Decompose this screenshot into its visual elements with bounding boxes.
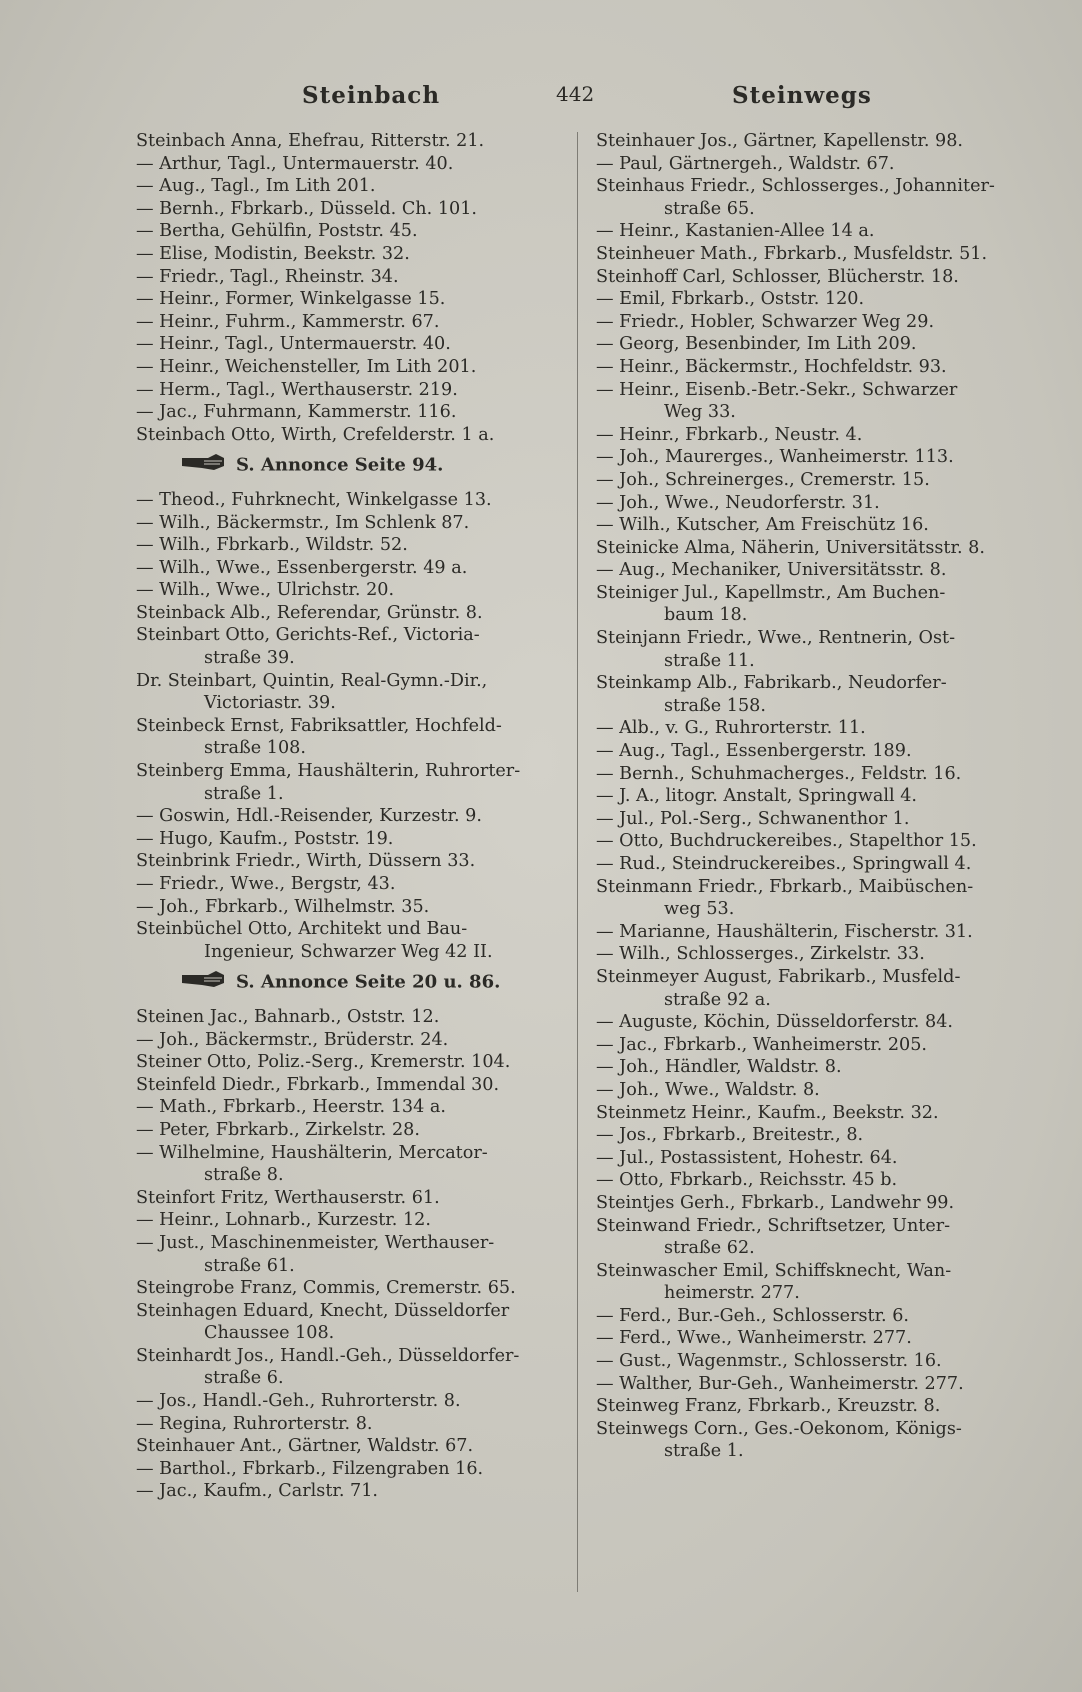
directory-entry: — Aug., Tagl., Im Lith 201. (136, 176, 376, 197)
annonce-text: S. Annonce Seite 94. (236, 454, 444, 476)
directory-entry: — Otto, Fbrkarb., Reichsstr. 45 b. (596, 1170, 898, 1191)
directory-entry: Dr. Steinbart, Quintin, Real-Gymn.-Dir., (136, 670, 488, 691)
directory-entry: Steinbrink Friedr., Wirth, Düssern 33. (136, 851, 476, 872)
directory-entry: — Elise, Modistin, Beekstr. 32. (136, 243, 410, 264)
directory-entry: Steinfort Fritz, Werthauserstr. 61. (136, 1187, 440, 1208)
directory-entry: — Friedr., Tagl., Rheinstr. 34. (136, 266, 399, 287)
directory-entry: — Otto, Buchdruckereibes., Stapelthor 15. (596, 831, 977, 852)
annonce-reference (180, 969, 576, 996)
right-column (596, 130, 1032, 1463)
directory-entry: Steinbach Anna, Ehefrau, Ritterstr. 21. (136, 131, 485, 151)
directory-entry: — Wilh., Wwe., Ulrichstr. 20. (136, 580, 395, 601)
directory-entry: Steiniger Jul., Kapellmstr., Am Buchen- (596, 582, 946, 603)
directory-entry: Steinbüchel Otto, Architekt und Bau- (136, 919, 468, 940)
directory-entry: — Jul., Postassistent, Hohestr. 64. (596, 1147, 898, 1168)
directory-entry: — Joh., Schreinerges., Cremerstr. 15. (596, 469, 930, 490)
entry-continuation: straße 158. (664, 695, 766, 716)
left-column (136, 130, 576, 1503)
directory-entry: — Wilh., Bäckermstr., Im Schlenk 87. (136, 512, 470, 533)
column-divider (577, 132, 578, 1592)
pointing-hand-icon (180, 452, 226, 479)
entry-continuation: baum 18. (664, 605, 748, 626)
directory-entry: Steingrobe Franz, Commis, Cremerstr. 65. (136, 1278, 516, 1299)
entry-continuation: Ingenieur, Schwarzer Weg 42 II. (204, 941, 493, 962)
directory-entry: — Aug., Mechaniker, Universitätsstr. 8. (596, 560, 947, 581)
directory-entry: Steinkamp Alb., Fabrikarb., Neudorfer- (596, 673, 947, 694)
directory-entry: Steinbeck Ernst, Fabriksattler, Hochfeld- (136, 715, 502, 736)
directory-entry: Steinbart Otto, Gerichts-Ref., Victoria- (136, 625, 480, 646)
directory-entry: — Jos., Fbrkarb., Breitestr., 8. (596, 1125, 864, 1146)
directory-entry: — Wilh., Kutscher, Am Freischütz 16. (596, 515, 929, 536)
directory-entry: Steinmeyer August, Fabrikarb., Musfeld- (596, 966, 961, 987)
entry-continuation: Chaussee 108. (204, 1323, 335, 1344)
directory-entry: — Peter, Fbrkarb., Zirkelstr. 28. (136, 1119, 420, 1140)
entry-continuation: straße 61. (204, 1255, 295, 1276)
directory-entry: Steinhauer Ant., Gärtner, Waldstr. 67. (136, 1436, 474, 1457)
directory-entry: — Joh., Händler, Waldstr. 8. (596, 1057, 842, 1078)
directory-entry: — Gust., Wagenmstr., Schlosserstr. 16. (596, 1351, 942, 1372)
entry-continuation: straße 1. (664, 1441, 744, 1462)
directory-entry: Steinbach Otto, Wirth, Crefelderstr. 1 a. (136, 424, 495, 445)
directory-entry: — Wilh., Fbrkarb., Wildstr. 52. (136, 535, 408, 556)
directory-entry: — Wilh., Wwe., Essenbergerstr. 49 a. (136, 557, 468, 578)
directory-entry: Steinwand Friedr., Schriftsetzer, Unter- (596, 1215, 951, 1236)
directory-entry: — Jac., Kaufm., Carlstr. 71. (136, 1481, 379, 1502)
directory-entry: — Ferd., Bur.-Geh., Schlosserstr. 6. (596, 1305, 910, 1326)
directory-entry: — Auguste, Köchin, Düsseldorferstr. 84. (596, 1012, 953, 1033)
entry-continuation: straße 6. (204, 1368, 284, 1389)
directory-entry: Steinhoff Carl, Schlosser, Blücherstr. 18. (596, 266, 959, 287)
entry-continuation: heimerstr. 277. (664, 1283, 800, 1304)
entry-continuation: Weg 33. (664, 402, 736, 423)
entry-continuation: straße 108. (204, 738, 306, 759)
directory-entry: — Just., Maschinenmeister, Werthauser- (136, 1232, 495, 1253)
directory-entry: — Friedr., Hobler, Schwarzer Weg 29. (596, 311, 935, 332)
directory-entry: — Emil, Fbrkarb., Oststr. 120. (596, 289, 865, 310)
directory-entry: — Heinr., Kastanien-Allee 14 a. (596, 221, 875, 242)
entry-continuation: straße 11. (664, 650, 755, 671)
directory-entry: — Heinr., Weichensteller, Im Lith 201. (136, 356, 477, 377)
directory-entry: — Jac., Fbrkarb., Wanheimerstr. 205. (596, 1034, 928, 1055)
directory-entry: — Walther, Bur-Geh., Wanheimerstr. 277. (596, 1373, 964, 1394)
directory-entry: — Rud., Steindruckereibes., Springwall 4. (596, 854, 972, 874)
directory-entry: — Alb., v. G., Ruhrorterstr. 11. (596, 718, 866, 739)
directory-entry: Steinfeld Diedr., Fbrkarb., Immendal 30. (136, 1074, 500, 1095)
directory-entry: — Goswin, Hdl.-Reisender, Kurzestr. 9. (136, 806, 482, 827)
directory-entry: — Marianne, Haushälterin, Fischerstr. 31. (596, 921, 973, 942)
directory-entry: Steiner Otto, Poliz.-Serg., Kremerstr. 104. (136, 1052, 511, 1073)
directory-entry: — Heinr., Fuhrm., Kammerstr. 67. (136, 311, 440, 332)
header-first-name: Steinbach (302, 82, 441, 109)
directory-entry: — Theod., Fuhrknecht, Winkelgasse 13. (136, 489, 492, 510)
directory-entry: Steinmann Friedr., Fbrkarb., Maibüschen- (596, 876, 974, 897)
directory-entry: — Joh., Wwe., Waldstr. 8. (596, 1079, 820, 1100)
entry-continuation: straße 39. (204, 648, 295, 669)
entry-continuation: Victoriastr. 39. (204, 693, 336, 714)
directory-entry: — Arthur, Tagl., Untermauerstr. 40. (136, 153, 454, 174)
entry-continuation: straße 92 a. (664, 989, 771, 1010)
directory-entry: Steinheuer Math., Fbrkarb., Musfeldstr. 51. (596, 243, 988, 264)
directory-entry: — Wilh., Schlosserges., Zirkelstr. 33. (596, 944, 925, 965)
page-number: 442 (556, 82, 595, 106)
directory-entry: — Hugo, Kaufm., Poststr. 19. (136, 828, 394, 849)
directory-entry: — Heinr., Tagl., Untermauerstr. 40. (136, 334, 451, 355)
directory-entry: — Barthol., Fbrkarb., Filzengraben 16. (136, 1458, 484, 1479)
directory-entry: Steinweg Franz, Fbrkarb., Kreuzstr. 8. (596, 1396, 941, 1417)
directory-entry: — Regina, Ruhrorterstr. 8. (136, 1413, 373, 1434)
directory-entry: — Bernh., Schuhmacherges., Feldstr. 16. (596, 763, 962, 784)
directory-entry: Steinhaus Friedr., Schlosserges., Johanniter- (596, 176, 995, 197)
directory-entry: — Bertha, Gehülfin, Poststr. 45. (136, 221, 418, 242)
directory-entry: — Joh., Bäckermstr., Brüderstr. 24. (136, 1029, 449, 1050)
directory-entry: — Joh., Fbrkarb., Wilhelmstr. 35. (136, 896, 430, 917)
directory-entry: — Jac., Fuhrmann, Kammerstr. 116. (136, 402, 457, 423)
header-last-name: Steinwegs (732, 82, 872, 109)
directory-entry: — Wilhelmine, Haushälterin, Mercator- (136, 1142, 488, 1163)
directory-entry: — Jul., Pol.-Serg., Schwanenthor 1. (596, 808, 910, 829)
annonce-text: S. Annonce Seite 20 u. 86. (236, 971, 501, 993)
directory-entry: Steinicke Alma, Näherin, Universitätsstr. 8. (596, 537, 985, 558)
directory-entry: — Joh., Maurerges., Wanheimerstr. 113. (596, 447, 954, 468)
directory-entry: Steinberg Emma, Haushälterin, Ruhrorter- (136, 761, 521, 782)
annonce-reference (180, 452, 576, 479)
directory-entry: Steinwegs Corn., Ges.-Oekonom, Königs- (596, 1418, 962, 1439)
directory-entry: Steinhagen Eduard, Knecht, Düsseldorfer (136, 1300, 510, 1321)
directory-entry: Steinhardt Jos., Handl.-Geh., Düsseldorfer- (136, 1345, 520, 1366)
directory-entry: — Aug., Tagl., Essenbergerstr. 189. (596, 741, 912, 762)
directory-entry: Steinwascher Emil, Schiffsknecht, Wan- (596, 1260, 952, 1281)
running-header (0, 82, 1082, 118)
entry-continuation: weg 53. (664, 899, 735, 920)
directory-entry: — Math., Fbrkarb., Heerstr. 134 a. (136, 1097, 446, 1118)
directory-entry: — Heinr., Former, Winkelgasse 15. (136, 289, 446, 310)
directory-entry: — Heinr., Eisenb.-Betr.-Sekr., Schwarzer (596, 379, 958, 400)
directory-entry: Steinhauer Jos., Gärtner, Kapellenstr. 98. (596, 131, 963, 151)
entry-continuation: straße 65. (664, 198, 755, 219)
entry-continuation: straße 62. (664, 1238, 755, 1259)
directory-entry: Steinen Jac., Bahnarb., Oststr. 12. (136, 1006, 440, 1027)
pointing-hand-icon (180, 969, 226, 996)
directory-entry: Steinmetz Heinr., Kaufm., Beekstr. 32. (596, 1102, 939, 1123)
directory-entry: Steinjann Friedr., Wwe., Rentnerin, Ost- (596, 628, 956, 649)
entry-continuation: straße 1. (204, 783, 284, 804)
directory-entry: — Bernh., Fbrkarb., Düsseld. Ch. 101. (136, 198, 477, 219)
directory-entry: Steintjes Gerh., Fbrkarb., Landwehr 99. (596, 1192, 955, 1213)
directory-entry: — Ferd., Wwe., Wanheimerstr. 277. (596, 1328, 912, 1349)
directory-entry: — Paul, Gärtnergeh., Waldstr. 67. (596, 153, 895, 174)
directory-entry: Steinback Alb., Referendar, Grünstr. 8. (136, 602, 483, 623)
directory-entry: — Heinr., Fbrkarb., Neustr. 4. (596, 424, 863, 445)
directory-entry: — J. A., litogr. Anstalt, Springwall 4. (596, 786, 918, 807)
directory-entry: — Jos., Handl.-Geh., Ruhrorterstr. 8. (136, 1391, 461, 1412)
directory-entry: — Herm., Tagl., Werthauserstr. 219. (136, 379, 458, 400)
entry-continuation: straße 8. (204, 1165, 284, 1186)
directory-entry: — Heinr., Lohnarb., Kurzestr. 12. (136, 1210, 431, 1231)
directory-entry: — Joh., Wwe., Neudorferstr. 31. (596, 492, 880, 513)
directory-entry: — Heinr., Bäckermstr., Hochfeldstr. 93. (596, 356, 947, 377)
directory-entry: — Friedr., Wwe., Bergstr, 43. (136, 874, 396, 894)
directory-entry: — Georg, Besenbinder, Im Lith 209. (596, 334, 917, 355)
